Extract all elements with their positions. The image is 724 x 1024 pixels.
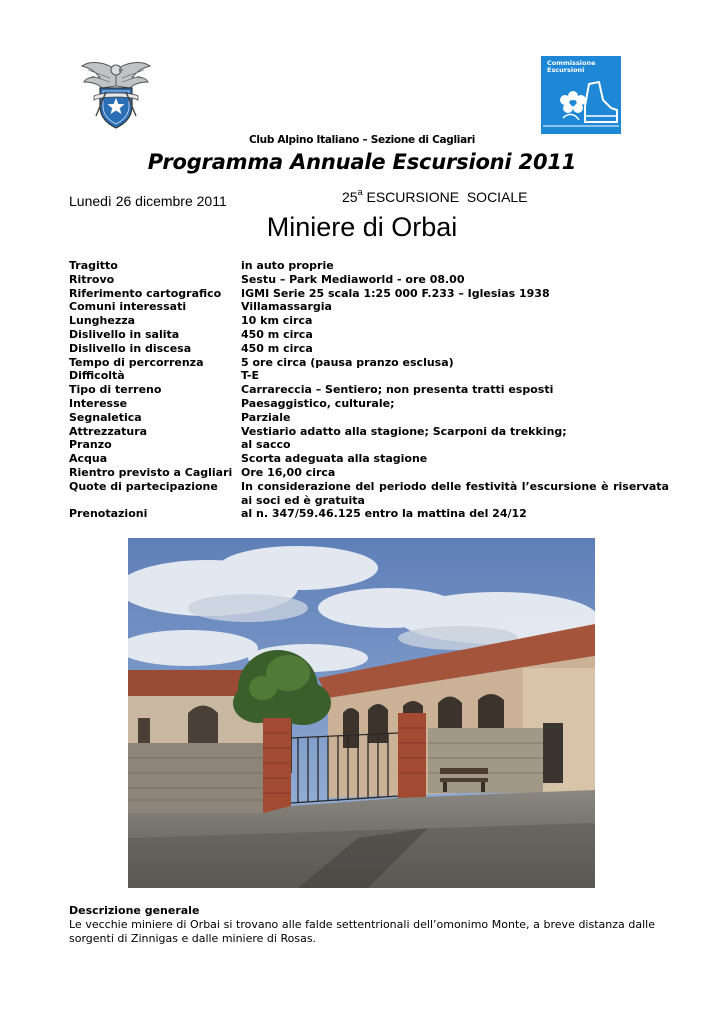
excursion-ordinal-suffix: a xyxy=(357,187,363,197)
detail-row xyxy=(69,452,669,466)
detail-label: Dislivello in salita xyxy=(69,327,180,341)
mine-courtyard-photo xyxy=(128,538,595,888)
detail-label: Dislivello in discesa xyxy=(69,341,192,355)
detail-row xyxy=(69,507,669,521)
description-text: Le vecchie miniere di Orbai si trovano alle falde settentrionali dell’omonimo Monte, a breve distanza dalle sorgenti di Zinnigas e dalle miniere di Rosas. xyxy=(69,918,655,945)
detail-value: 450 m circa xyxy=(241,327,313,341)
detail-value: T-E xyxy=(241,369,259,383)
excursion-title: Miniere di Orbai xyxy=(266,212,458,242)
detail-value: Ore 16,00 circa xyxy=(241,465,336,479)
excursion-number xyxy=(342,189,528,205)
detail-label: Attrezzatura xyxy=(69,424,148,438)
detail-row xyxy=(69,287,669,301)
detail-label: Tempo di percorrenza xyxy=(69,355,204,369)
detail-label: Tipo di terreno xyxy=(69,383,162,397)
detail-value: 450 m circa xyxy=(241,341,313,355)
detail-value: al n. 347/59.46.125 entro la mattina del 24/12 xyxy=(241,507,527,521)
commission-logo xyxy=(541,56,621,134)
detail-label: Prenotazioni xyxy=(69,507,148,521)
excursion-ordinal: 25 xyxy=(342,189,358,205)
detail-row xyxy=(69,356,669,370)
detail-row xyxy=(69,300,669,314)
detail-row xyxy=(69,438,669,452)
detail-value: Vestiario adatto alla stagione; Scarponi da trekking; xyxy=(241,424,567,438)
detail-value: Sestu – Park Mediaworld - ore 08.00 xyxy=(241,272,465,286)
detail-label: Riferimento cartografico xyxy=(69,286,222,300)
commission-logo-text: Commissione Escursioni xyxy=(547,59,596,74)
detail-label: Difficoltà xyxy=(69,369,125,383)
detail-value: al sacco xyxy=(241,438,291,452)
detail-label: Rientro previsto a Cagliari xyxy=(69,465,233,479)
detail-row xyxy=(69,425,669,439)
detail-row xyxy=(69,342,669,356)
detail-row xyxy=(69,273,669,287)
club-name: Club Alpino Italiano – Sezione di Cagliari xyxy=(248,134,476,146)
detail-row xyxy=(69,411,669,425)
detail-label: Interesse xyxy=(69,396,128,410)
detail-row xyxy=(69,314,669,328)
detail-value: Paesaggistico, culturale; xyxy=(241,396,395,410)
detail-value: 10 km circa xyxy=(241,314,313,328)
detail-row xyxy=(69,466,669,480)
detail-value: Parziale xyxy=(241,410,291,424)
detail-label: Tragitto xyxy=(69,259,118,272)
excursion-label: ESCURSIONE SOCIALE xyxy=(362,189,528,205)
program-title: Programma Annuale Escursioni 2011 xyxy=(147,150,577,174)
detail-label: Quote di partecipazione xyxy=(69,479,218,493)
detail-label: Ritrovo xyxy=(69,272,115,286)
detail-value: Scorta adeguata alla stagione xyxy=(241,452,428,466)
detail-value: Carrareccia – Sentiero; non presenta tratti esposti xyxy=(241,383,554,397)
detail-label: Lunghezza xyxy=(69,314,136,328)
detail-label: Acqua xyxy=(69,452,108,466)
event-date: Lunedì 26 dicembre 2011 xyxy=(69,193,227,209)
cai-logo xyxy=(80,56,152,130)
detail-value: Villamassargia xyxy=(241,300,332,314)
detail-value: in auto proprie xyxy=(241,259,334,272)
detail-row xyxy=(69,259,669,273)
detail-row xyxy=(69,480,669,508)
detail-value: IGMI Serie 25 scala 1:25 000 F.233 – Iglesias 1938 xyxy=(241,286,550,300)
detail-row xyxy=(69,328,669,342)
description-heading: Descrizione generale xyxy=(69,904,200,917)
detail-label: Segnaletica xyxy=(69,410,142,424)
detail-row xyxy=(69,397,669,411)
detail-row xyxy=(69,369,669,383)
details-table xyxy=(69,259,669,521)
detail-value: In considerazione del periodo delle festività l’escursione è riservata ai soci ed è gratuita xyxy=(241,479,669,507)
detail-label: Comuni interessati xyxy=(69,300,187,314)
detail-value: 5 ore circa (pausa pranzo esclusa) xyxy=(241,355,454,369)
detail-label: Pranzo xyxy=(69,438,112,452)
detail-row xyxy=(69,383,669,397)
